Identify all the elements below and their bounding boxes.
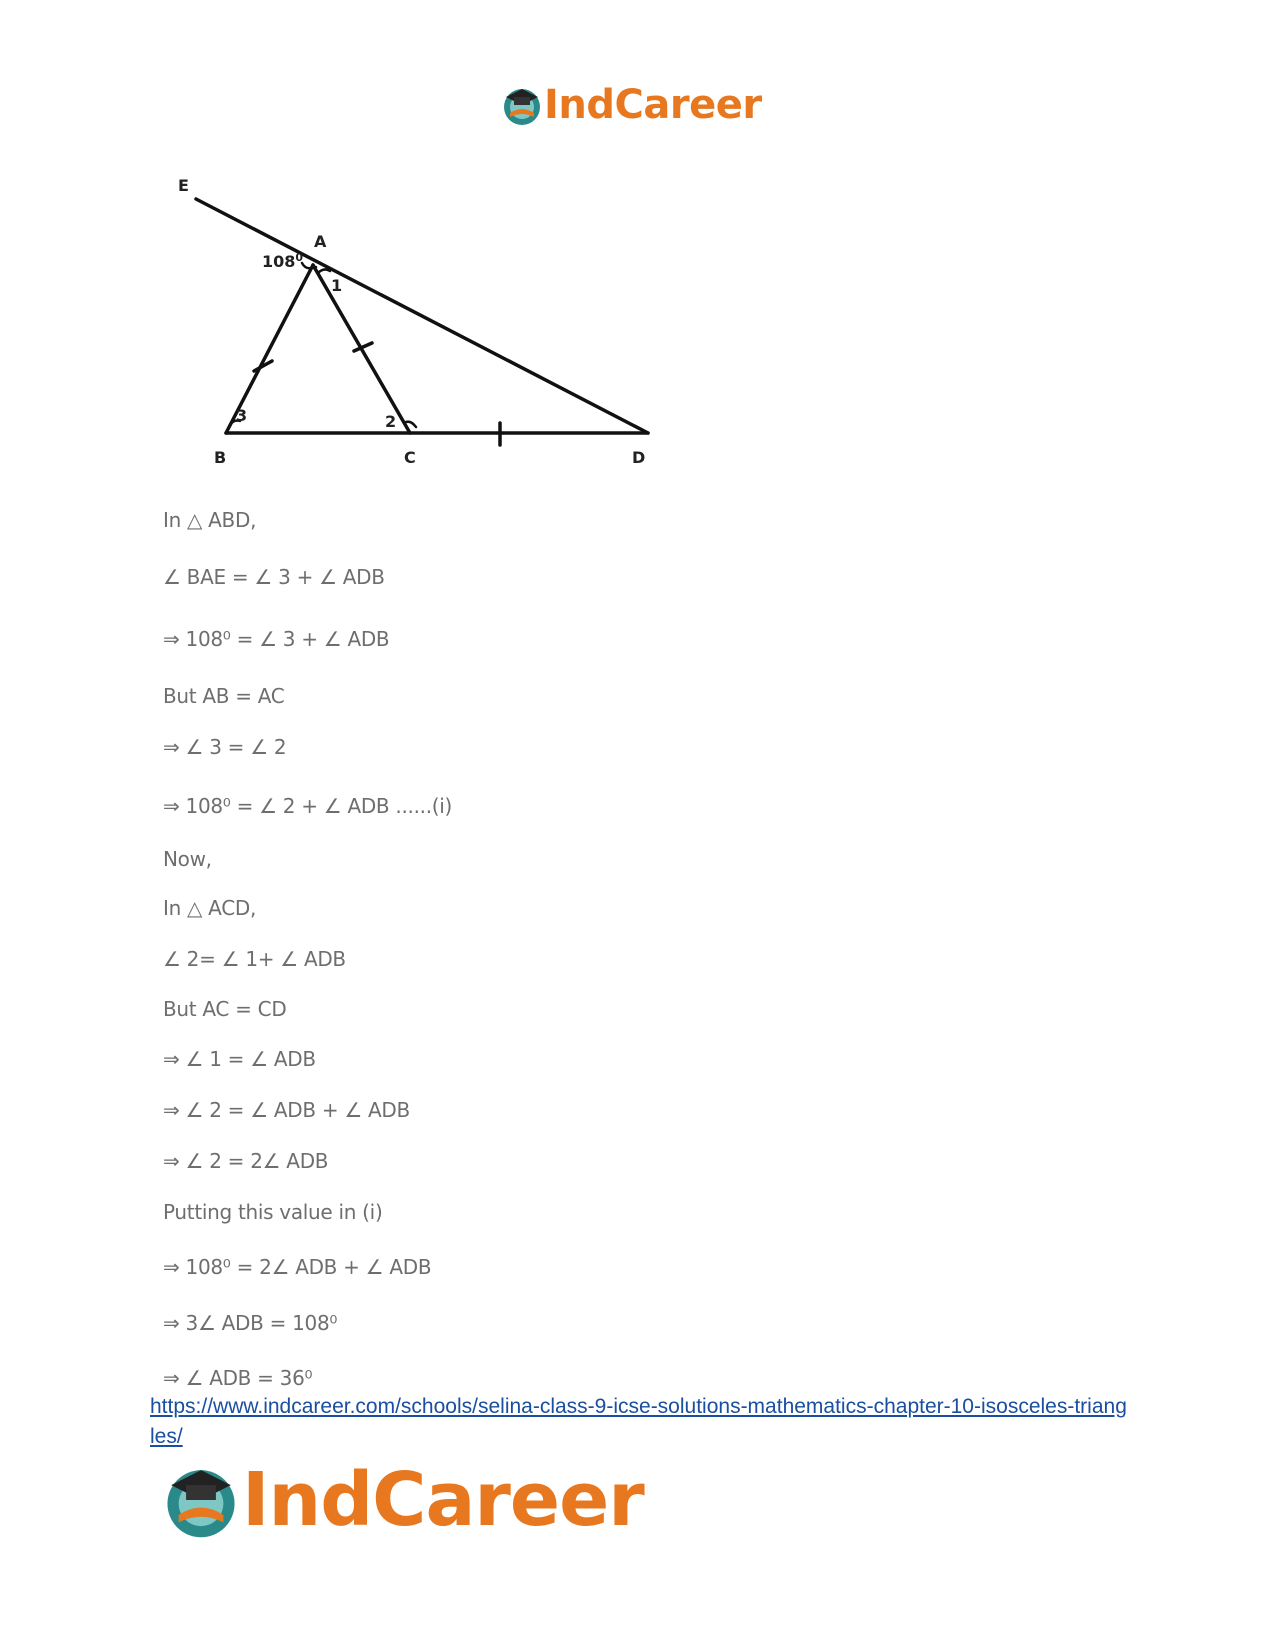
angle-3-label: 3	[236, 406, 248, 425]
step-9: ∠ 2= ∠ 1+ ∠ ADB	[163, 947, 346, 971]
angle-108-label: $108^0$	[262, 251, 304, 271]
arc-angle-1	[318, 269, 330, 273]
label-a: A	[314, 232, 327, 251]
graduation-cap-globe-icon	[160, 1459, 242, 1541]
angle-1-label: 1	[331, 276, 343, 295]
label-c: C	[404, 448, 416, 467]
triangle-figure	[170, 175, 690, 475]
step-13: ⇒ ∠ 2 = 2∠ ADB	[163, 1149, 329, 1173]
step-15: ⇒ 108⁰ = 2∠ ADB + ∠ ADB	[163, 1255, 432, 1279]
step-3: ⇒ 108⁰ = ∠ 3 + ∠ ADB	[163, 627, 390, 651]
brand-name: IndCareer	[544, 82, 762, 128]
header-logo	[500, 80, 762, 130]
step-1: In △ ABD,	[163, 508, 257, 532]
label-d: D	[632, 448, 646, 467]
step-5: ⇒ ∠ 3 = ∠ 2	[163, 735, 287, 759]
footer-logo	[160, 1455, 644, 1545]
line-ed	[196, 199, 648, 433]
step-2: ∠ BAE = ∠ 3 + ∠ ADB	[163, 565, 385, 589]
step-11: ⇒ ∠ 1 = ∠ ADB	[163, 1047, 316, 1071]
label-b: B	[214, 448, 227, 467]
source-link[interactable]: https://www.indcareer.com/schools/selina-class-9-icse-solutions-mathematics-chapter-10-isosceles-triangles/	[150, 1395, 1127, 1448]
step-6: ⇒ 108⁰ = ∠ 2 + ∠ ADB ......(i)	[163, 794, 453, 818]
graduation-cap-globe-icon	[500, 83, 544, 127]
brand-name: IndCareer	[242, 1457, 644, 1543]
step-10: But AC = CD	[163, 997, 287, 1021]
step-8: In △ ACD,	[163, 896, 257, 920]
label-e: E	[178, 176, 189, 195]
angle-2-label: 2	[385, 412, 397, 431]
step-17: ⇒ ∠ ADB = 36⁰	[163, 1366, 313, 1390]
step-4: But AB = AC	[163, 684, 285, 708]
step-14: Putting this value in (i)	[163, 1200, 383, 1224]
step-7: Now,	[163, 847, 212, 871]
step-16: ⇒ 3∠ ADB = 108⁰	[163, 1311, 338, 1335]
step-12: ⇒ ∠ 2 = ∠ ADB + ∠ ADB	[163, 1098, 410, 1122]
